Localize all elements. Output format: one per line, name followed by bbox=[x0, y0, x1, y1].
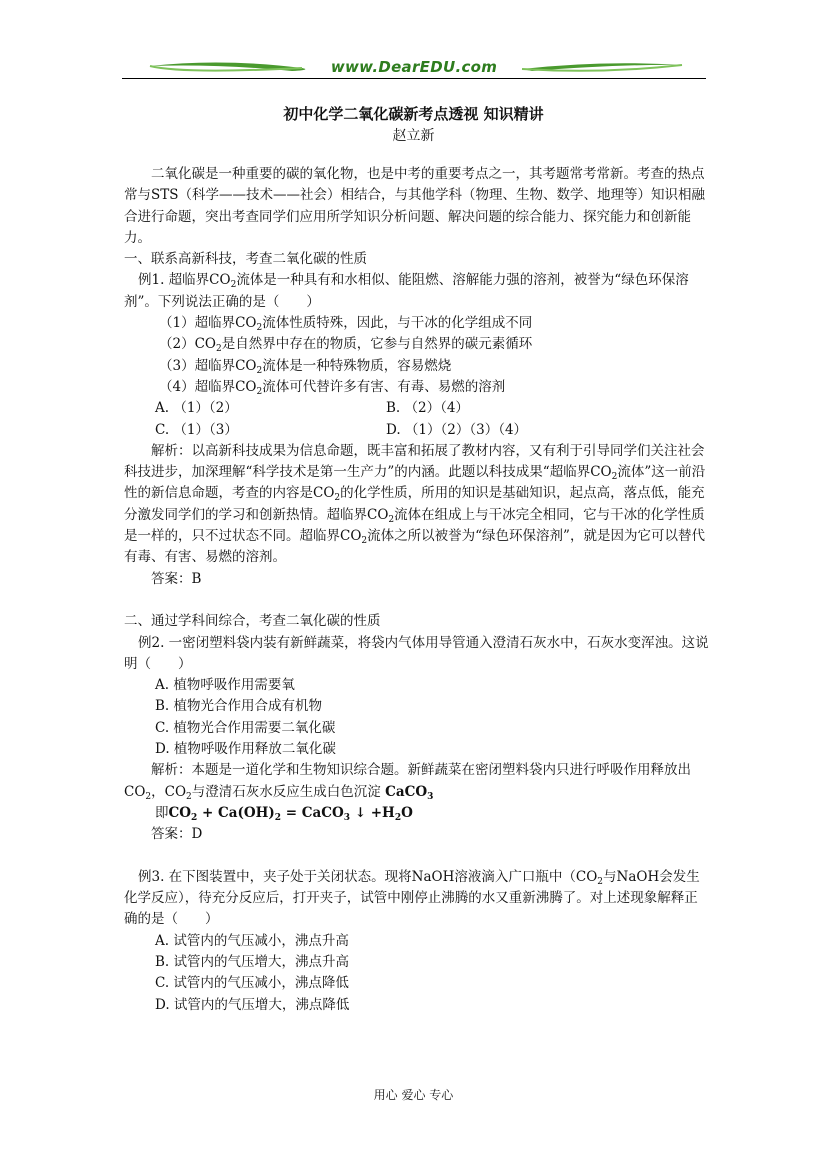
header-divider bbox=[122, 78, 706, 79]
option-c: C. （1）（3） bbox=[155, 421, 238, 438]
question-2: 例2. 一密闭塑料袋内装有新鲜蔬菜，将袋内气体用导管通入澄清石灰水中，石灰水变浑浊。这说明（ ） bbox=[124, 634, 709, 672]
option-b: B. 植物光合作用合成有机物 bbox=[155, 698, 323, 715]
site-logo-text: www.DearEDU.com bbox=[330, 58, 498, 76]
option-d: D. （1）（2）（3）（4） bbox=[386, 421, 528, 438]
section-heading-1: 一、联系高新科技，考查二氧化碳的性质 bbox=[124, 251, 367, 268]
statement-2: $(2)CO_2$是自然界中存在的物质，它参与自然界的碳元素循环 bbox=[159, 336, 533, 355]
answer-1: 答案：B bbox=[151, 570, 202, 587]
page-footer: 用心 爱心 专心 bbox=[373, 1088, 454, 1102]
option-b: B. （2）（4） bbox=[386, 400, 469, 417]
section-heading-2: 二、通过学科间综合，考查二氧化碳的性质 bbox=[124, 613, 381, 630]
option-c: C. 试管内的气压减小，沸点降低 bbox=[155, 975, 349, 992]
analysis-2: 解析：本题是一道化学和生物知识综合题。新鲜蔬菜在密闭塑料袋内只进行呼吸作用释放出$CO_2$，$CO_2$与澄清石灰水反应生成白色沉淀 CaCO$_3$ bbox=[124, 762, 691, 802]
option-a: A. （1）（2） bbox=[155, 400, 238, 417]
reaction-equation: 即$CO_2 + Ca(OH)_2$ = CaCO$_3$ ↓ $+H_2O$ bbox=[155, 804, 413, 823]
option-a: A. 试管内的气压减小，沸点升高 bbox=[155, 932, 349, 949]
option-d: D. 植物呼吸作用释放二氧化碳 bbox=[155, 741, 336, 758]
statement-4: （4）超临界$CO_2$流体可代替许多有害、有毒、易燃的溶剂 bbox=[159, 378, 506, 397]
question-3: 例3. 在下图装置中，夹子处于关闭状态。现将NaOH溶液滴入广口瓶中（$CO_2$与NaOH会发生化学反应），待充分反应后，打开夹子，试管中刚停止沸腾的水又重新沸腾了。对上述现象解释正确的是（ ） bbox=[124, 868, 700, 928]
options-row-2 bbox=[124, 420, 710, 441]
intro-paragraph: 二氧化碳是一种重要的碳的氧化物，也是中考的重要考点之一，其考题常考常新。考查的热点常与STS（科学——技术——社会）相结合，与其他学科（物理、生物、数学、地理等）知识相融合进行命题，突出考查同学们应用所学知识分析问题、解决问题的综合能力、探究能力和创新能力。 bbox=[124, 166, 705, 246]
option-a: A. 植物呼吸作用需要氧 bbox=[155, 677, 295, 694]
analysis-1: 解析：以高新科技成果为信息命题，既丰富和拓展了教材内容，又有利于引导同学们关注社会科技进步，加深理解“科学技术是第一生产力”的内涵。此题以科技成果“超临界$CO_2$流体”这一前沿性的新信息命题，考查的内容是$CO_2$的化学性质，所用的知识是基础知识，起点高，落点低，能充分激发同学们的学习和创新热情。超临界$CO_2$流体在组成上与干冰完全相同，它与干冰的化学性质是一样的，只不过状态不同。超临界$CO_2$流体之所以被誉为“绿色环保溶剂”，就是因为它可以替代有毒、有害、易燃的溶剂。 bbox=[124, 442, 706, 566]
answer-2: 答案：D bbox=[151, 826, 203, 843]
page-title: 初中化学二氧化碳新考点透视 知识精讲 bbox=[283, 105, 544, 123]
statement-1: （1）超临界$CO_2$流体性质特殊，因此，与干冰的化学组成不同 bbox=[159, 315, 533, 334]
option-d: D. 试管内的气压增大，沸点降低 bbox=[155, 996, 350, 1013]
question-1: 例1. 超临界$CO_2$流体是一种具有和水相似、能阻燃、溶解能力强的溶剂，被誉为“绿色环保溶剂”。下列说法正确的是（ ） bbox=[124, 272, 689, 310]
author-name: 赵立新 bbox=[392, 128, 435, 144]
option-b: B. 试管内的气压增大，沸点升高 bbox=[155, 953, 350, 970]
options-row-1 bbox=[124, 398, 710, 419]
statement-3: （3）超临界$CO_2$流体是一种特殊物质，容易燃烧 bbox=[159, 357, 452, 376]
article-body bbox=[124, 164, 710, 1016]
option-c: C. 植物光合作用需要二氧化碳 bbox=[155, 719, 336, 736]
